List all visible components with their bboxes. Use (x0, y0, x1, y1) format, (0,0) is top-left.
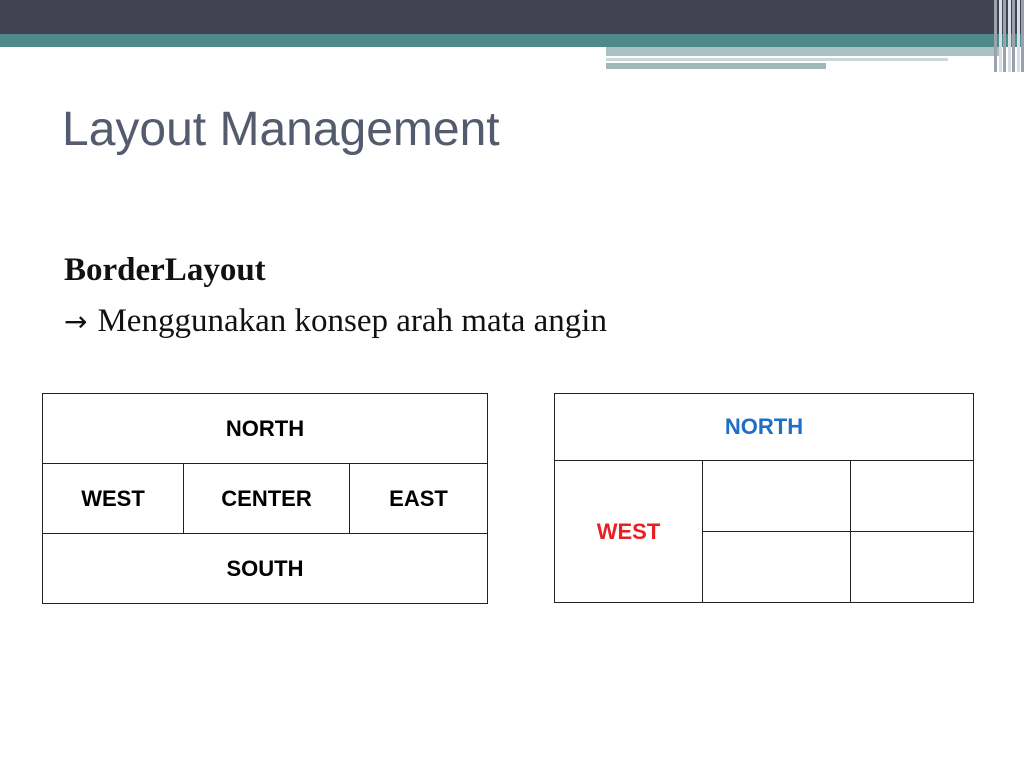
region-west: WEST (43, 464, 184, 534)
header-accent-line (606, 58, 948, 61)
empty-cell (851, 461, 974, 532)
region-south: SOUTH (43, 534, 488, 604)
header-stripes (994, 0, 1024, 72)
slide-title: Layout Management (62, 103, 500, 156)
empty-cell (703, 461, 851, 532)
description-text: Menggunakan konsep arah mata angin (97, 303, 607, 339)
region-west-highlight: WEST (555, 461, 703, 603)
header-accent-bar-small (606, 63, 826, 69)
border-layout-example-table (554, 393, 974, 603)
header-dark-band (0, 0, 1024, 34)
empty-cell (703, 532, 851, 603)
slide-subtitle: BorderLayout (64, 252, 266, 288)
region-north-highlight: NORTH (555, 394, 974, 461)
arrow-right-icon: → (64, 305, 88, 338)
region-east: EAST (350, 464, 488, 534)
header-accent-bar (606, 47, 1000, 56)
region-center: CENTER (184, 464, 350, 534)
region-north: NORTH (43, 394, 488, 464)
header-teal-band (0, 34, 1024, 47)
empty-cell (851, 532, 974, 603)
slide-description (64, 299, 607, 344)
border-layout-table (42, 393, 488, 604)
